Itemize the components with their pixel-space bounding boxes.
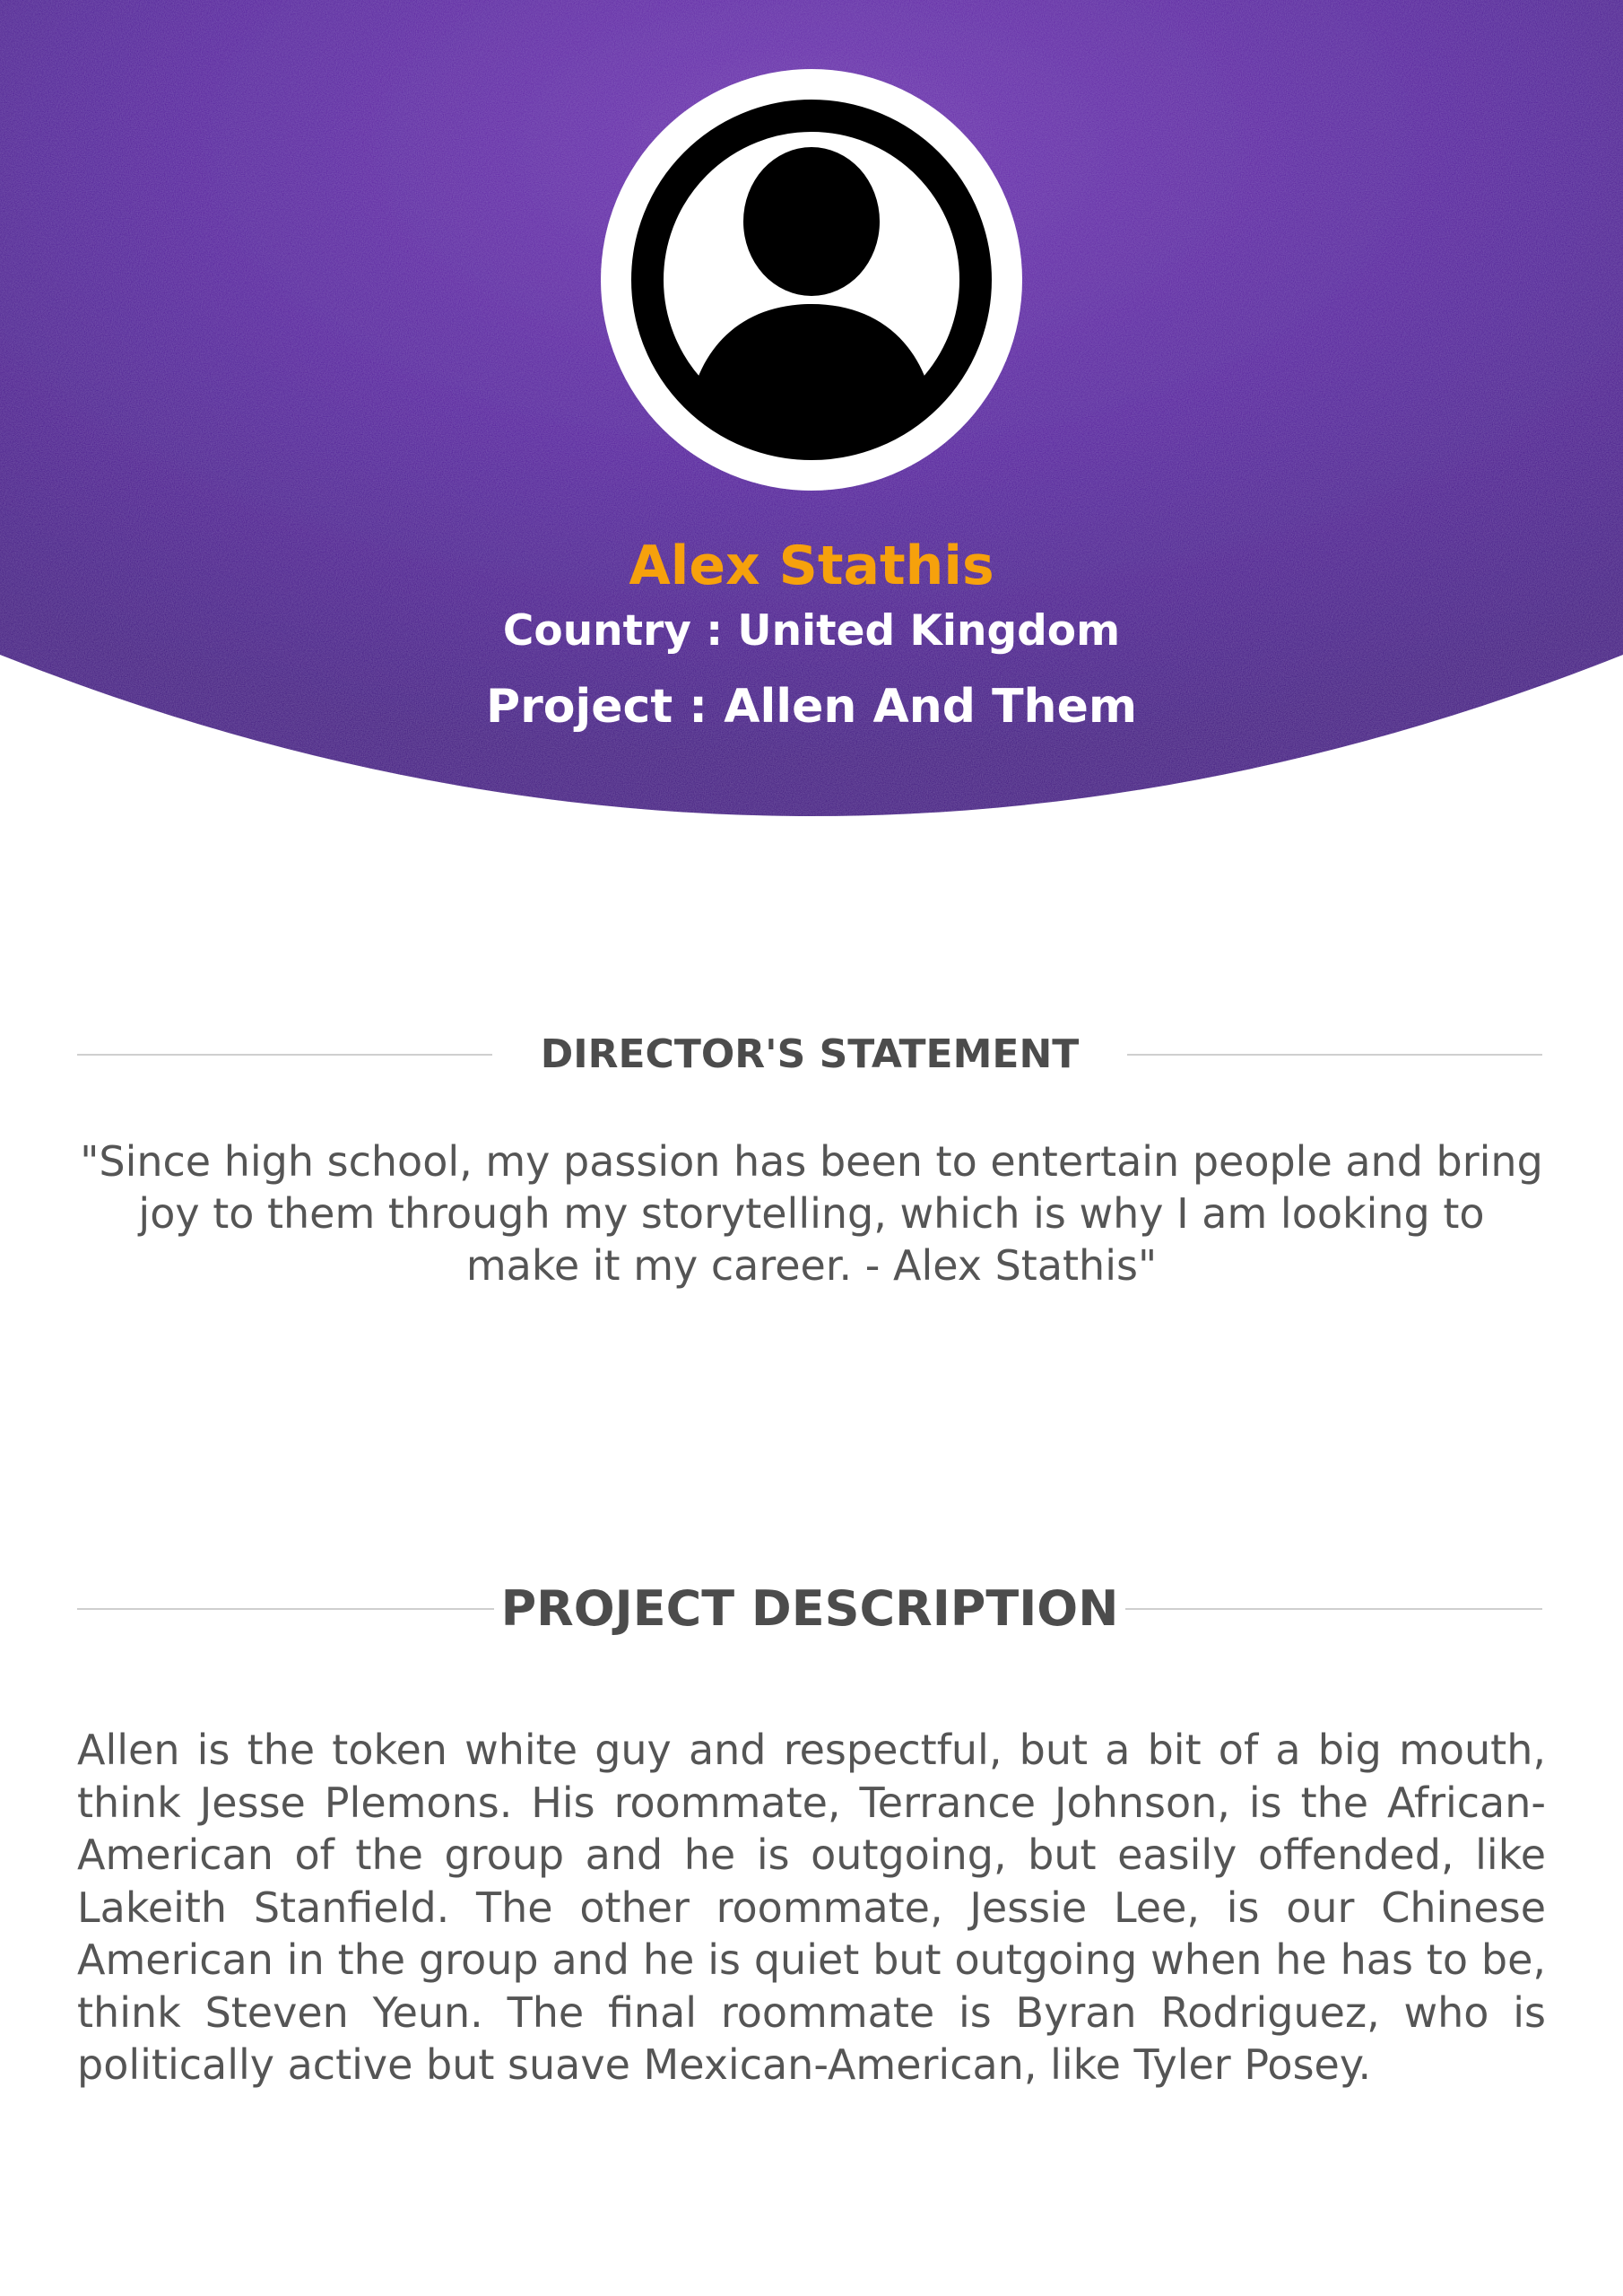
- divider-left: [77, 1054, 492, 1056]
- section-title: DIRECTOR'S STATEMENT: [540, 1031, 1080, 1077]
- divider-right: [1127, 1054, 1542, 1056]
- divider-right: [1125, 1608, 1542, 1610]
- profile-header: [0, 0, 1623, 816]
- project-description-text: Allen is the token white guy and respectful, but a bit of a big mouth, think Jesse Plemons. His roommate, Terrance Johnson, is the African-American of the group and he is outgoing, but easily offended, like Lakeith Stanfield. The other roommate, Jessie Lee, is our Chinese American in the group and he is quiet but outgoing when he has to be, think Steven Yeun. The final roommate is Byran Rodriguez, who is politically active but suave Mexican-American, like Tyler Posey.: [77, 1726, 1546, 2089]
- country-label: Country : United Kingdom: [502, 606, 1121, 656]
- user-avatar-icon: [601, 69, 1022, 491]
- divider-left: [77, 1608, 494, 1610]
- project-label: Project : Allen And Them: [485, 680, 1138, 734]
- section-title: PROJECT DESCRIPTION: [500, 1580, 1119, 1637]
- directors-statement-heading: [77, 1031, 1542, 1077]
- project-description-heading: [77, 1580, 1542, 1637]
- directors-statement-text: "Since high school, my passion has been to entertain people and bring joy to them through my storytelling, which is why I am looking to make it my career. - Alex Stathis": [80, 1137, 1543, 1290]
- director-name: Alex Stathis: [629, 535, 994, 597]
